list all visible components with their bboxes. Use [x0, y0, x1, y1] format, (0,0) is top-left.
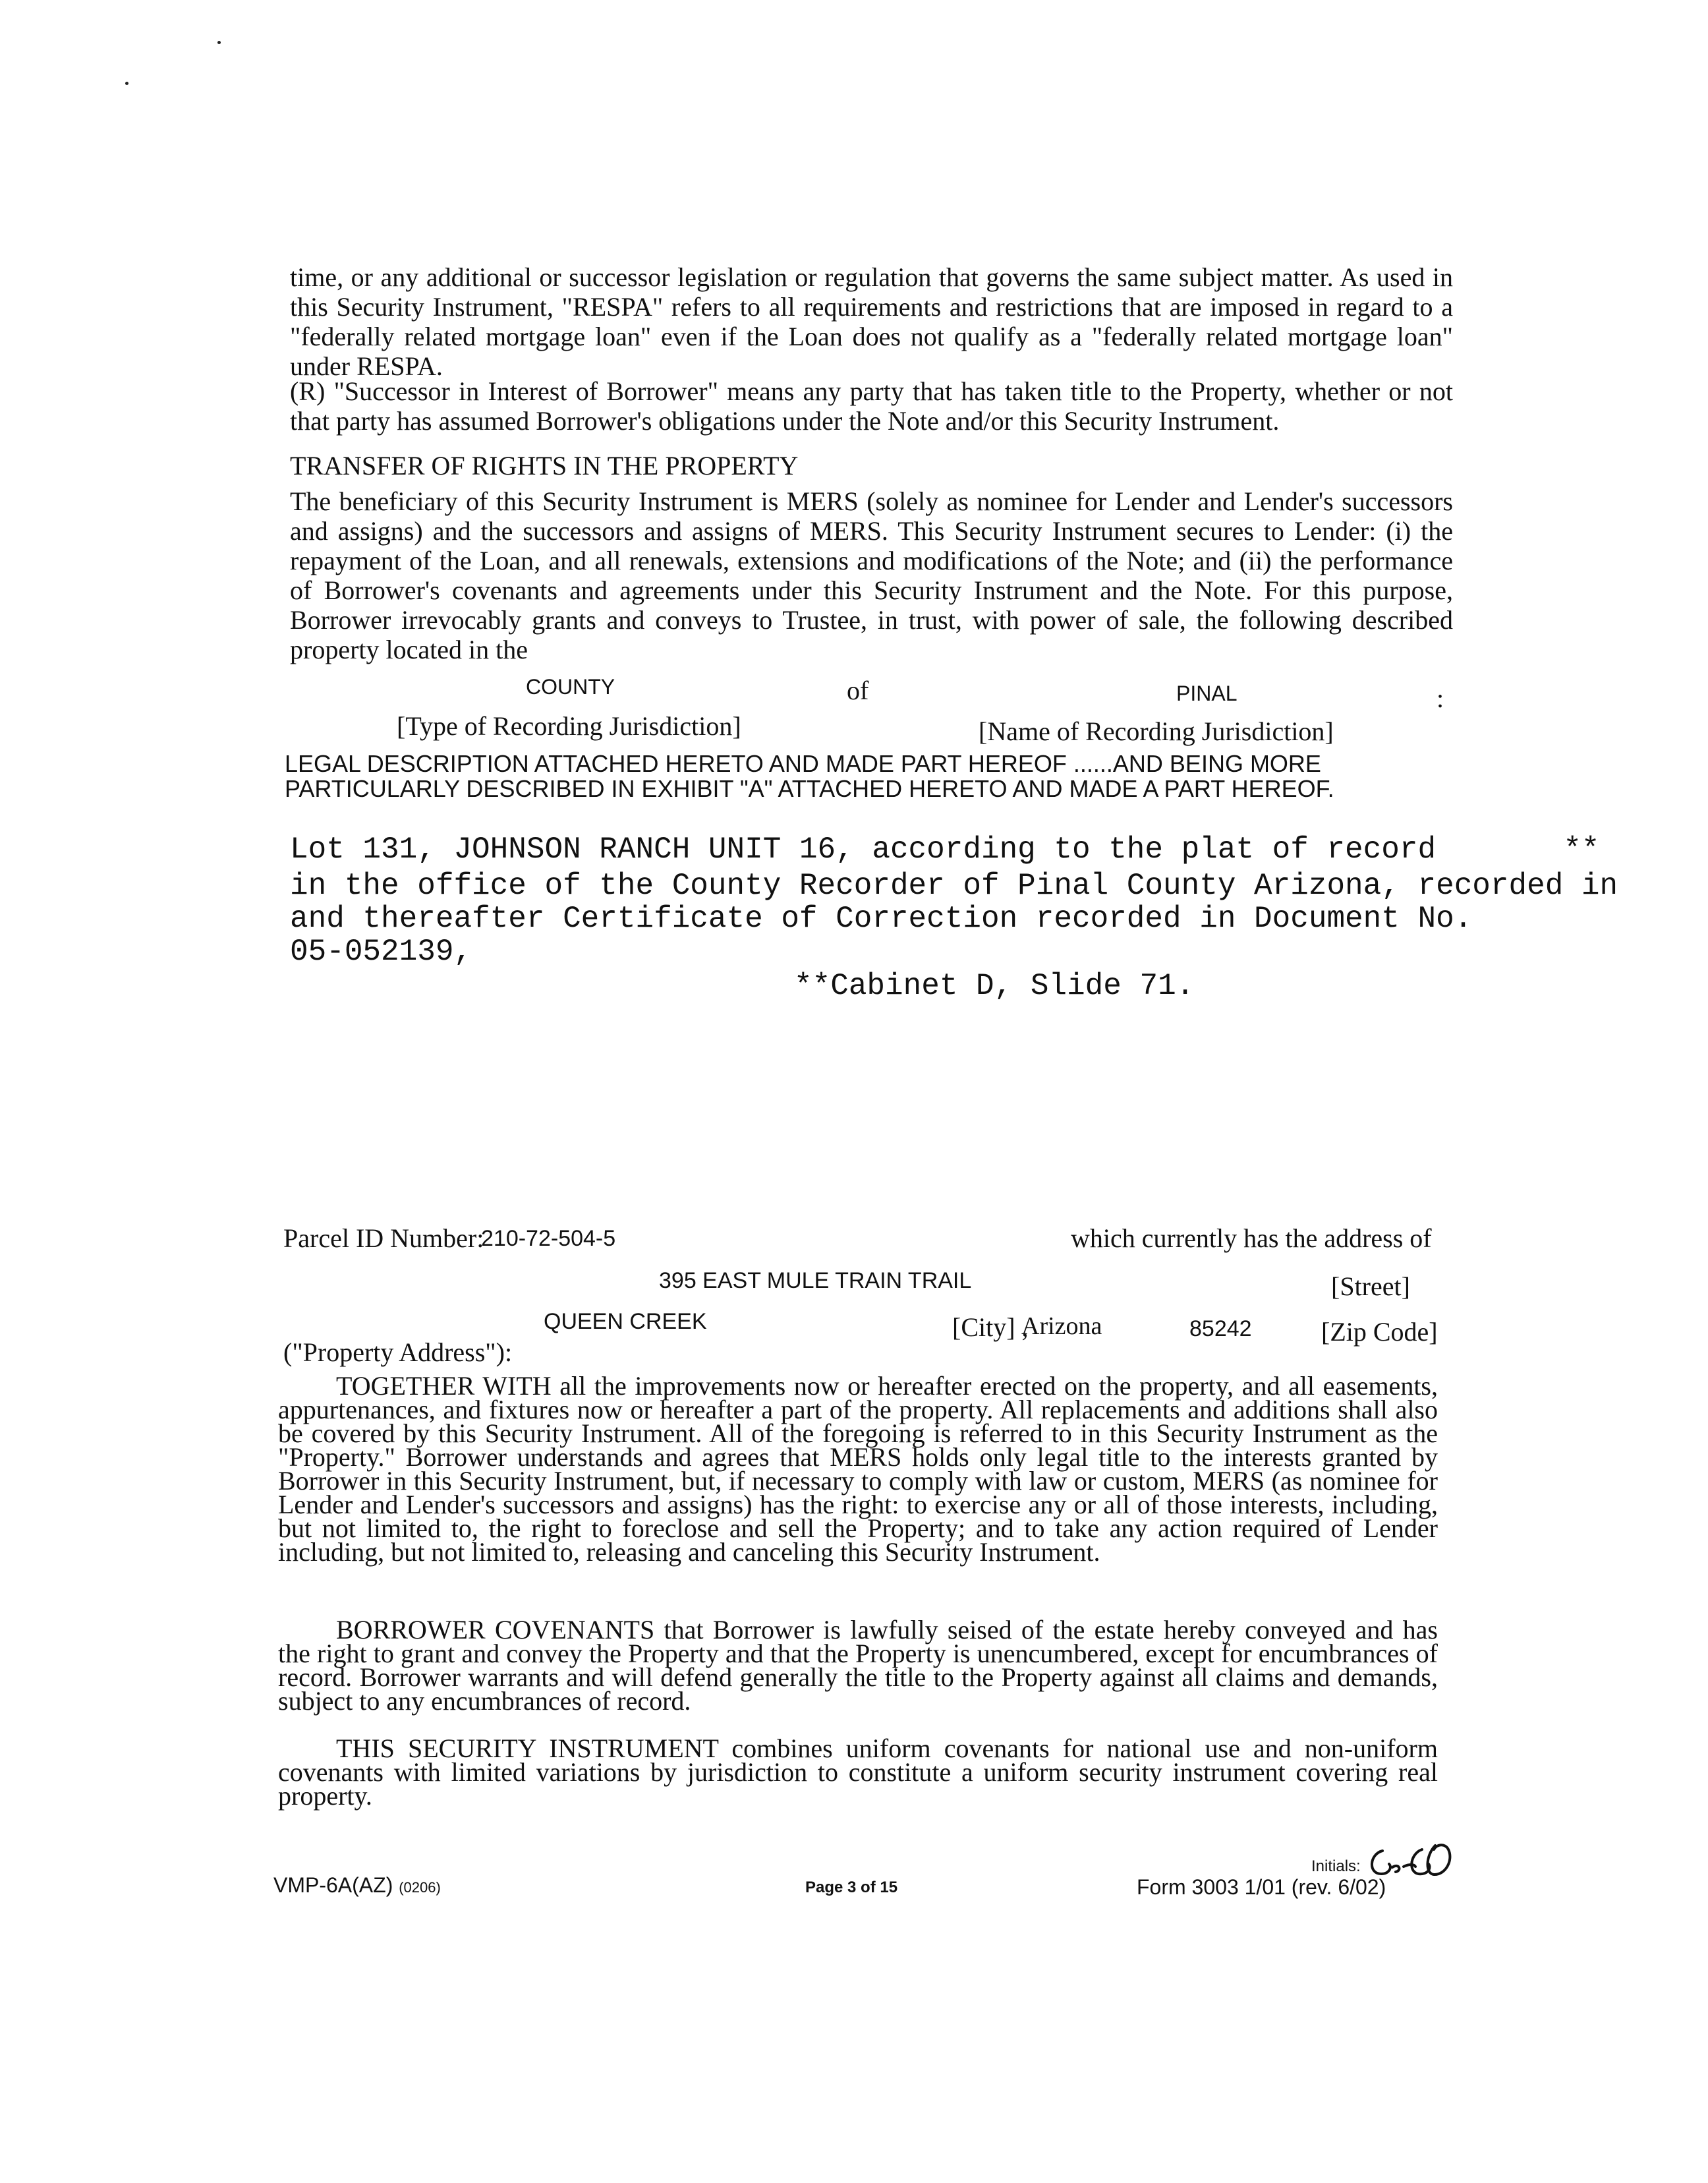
- city-label: [City] ,: [952, 1312, 1029, 1342]
- parcel-id-value: 210-72-504-5: [481, 1226, 616, 1251]
- scan-speck: [125, 82, 128, 85]
- successor-in-interest-paragraph: (R) "Successor in Interest of Borrower" means any party that has taken title to the Property, whether or not that party has assumed Borrower's obligations under the Note and/or this Security Instrument.: [290, 376, 1453, 436]
- jurisdiction-type-label: [Type of Recording Jurisdiction]: [397, 711, 741, 741]
- address-intro: which currently has the address of: [1071, 1223, 1432, 1253]
- footer-form-id: [273, 1873, 441, 1898]
- lot-description-line: Lot 131, JOHNSON RANCH UNIT 16, according to the plat of record **: [290, 832, 1600, 867]
- scan-speck: [217, 41, 221, 44]
- jurisdiction-colon: :: [1437, 684, 1444, 713]
- jurisdiction-name-value: PINAL: [1176, 682, 1238, 705]
- footer-form-number: Form 3003 1/01 (rev. 6/02): [1137, 1875, 1386, 1899]
- city-value: QUEEN CREEK: [544, 1309, 707, 1334]
- together-with-paragraph: TOGETHER WITH all the improvements now or hereafter erected on the property, and all easements, appurtenances, and fixtures now or hereafter a part of the property. All replacements and additions shall also be covered by this Security Instrument. All of the foregoing is referred to in this Security Instrument as the "Property." Borrower understands and agrees that MERS holds only legal title to the interests granted by Borrower in this Security Instrument, but, if necessary to comply with law or custom, MERS (as nominee for Lender and Lender's successors and assigns) has the right: to exercise any or all of those interests, including, but not limited to, the right to foreclose and sell the Property; and to take any action required of Lender including, but not limited to, releasing and canceling this Security Instrument.: [278, 1371, 1438, 1567]
- property-address-label: ("Property Address"):: [283, 1337, 513, 1367]
- street-value: 395 EAST MULE TRAIN TRAIL: [659, 1268, 972, 1293]
- street-label: [Street]: [1331, 1271, 1410, 1301]
- security-instrument-paragraph: THIS SECURITY INSTRUMENT combines uniform covenants for national use and non-uniform covenants with limited variations by jurisdiction to constitute a uniform security instrument covering real property.: [278, 1733, 1438, 1811]
- footer-page-number: Page 3 of 15: [805, 1878, 898, 1896]
- transfer-of-rights-paragraph: The beneficiary of this Security Instrument is MERS (solely as nominee for Lender and Lender's successors and assigns) and the successors and assigns of MERS. This Security Instrument secures to Lender: (i) the repayment of the Loan, and all renewals, extensions and modifications of the Note; and (ii) the performance of Borrower's covenants and agreements under this Security Instrument and the Note. For this purpose, Borrower irrevocably grants and conveys to Trustee, in trust, with power of sale, the following described property located in the: [290, 486, 1453, 664]
- footer-form-id-code: (0206): [399, 1879, 441, 1896]
- footer-form-id-text: VMP-6A(AZ): [273, 1873, 393, 1897]
- legal-description-note: LEGAL DESCRIPTION ATTACHED HERETO AND MADE PART HEREOF ......AND BEING MORE PARTICULARLY DESCRIBED IN EXHIBIT "A" ATTACHED HERETO AND MADE A PART HEREOF.: [285, 750, 1334, 802]
- zip-label: [Zip Code]: [1321, 1317, 1438, 1347]
- lot-description-line: 05-052139,: [290, 935, 472, 969]
- initials-label: Initials:: [1311, 1857, 1361, 1875]
- borrower-covenants-paragraph: BORROWER COVENANTS that Borrower is lawfully seised of the estate hereby conveyed and has the right to grant and convey the Property and that the Property is unencumbered, except for encumbrances of record. Borrower warrants and will defend generally the title to the Property against all claims and demands, subject to any encumbrances of record.: [278, 1615, 1438, 1716]
- respa-paragraph: time, or any additional or successor legislation or regulation that governs the same subject matter. As used in this Security Instrument, "RESPA" refers to all requirements and restrictions that are imposed in regard to a "federally related mortgage loan" even if the Loan does not qualify as a "federally related mortgage loan" under RESPA.: [290, 262, 1453, 381]
- cabinet-slide-note: **Cabinet D, Slide 71.: [794, 969, 1195, 1003]
- jurisdiction-of: of: [847, 676, 869, 705]
- lot-description-line: and thereafter Certificate of Correction recorded in Document No.: [290, 902, 1473, 936]
- parcel-id-label: Parcel ID Number:: [283, 1223, 484, 1253]
- zip-value: 85242: [1189, 1316, 1252, 1341]
- state-value: Arizona: [1021, 1312, 1102, 1340]
- transfer-of-rights-heading: TRANSFER OF RIGHTS IN THE PROPERTY: [290, 451, 799, 480]
- jurisdiction-type-value: COUNTY: [526, 675, 615, 699]
- lot-description-line: in the office of the County Recorder of Pinal County Arizona, recorded in: [290, 869, 1618, 903]
- jurisdiction-name-label: [Name of Recording Jurisdiction]: [979, 716, 1334, 746]
